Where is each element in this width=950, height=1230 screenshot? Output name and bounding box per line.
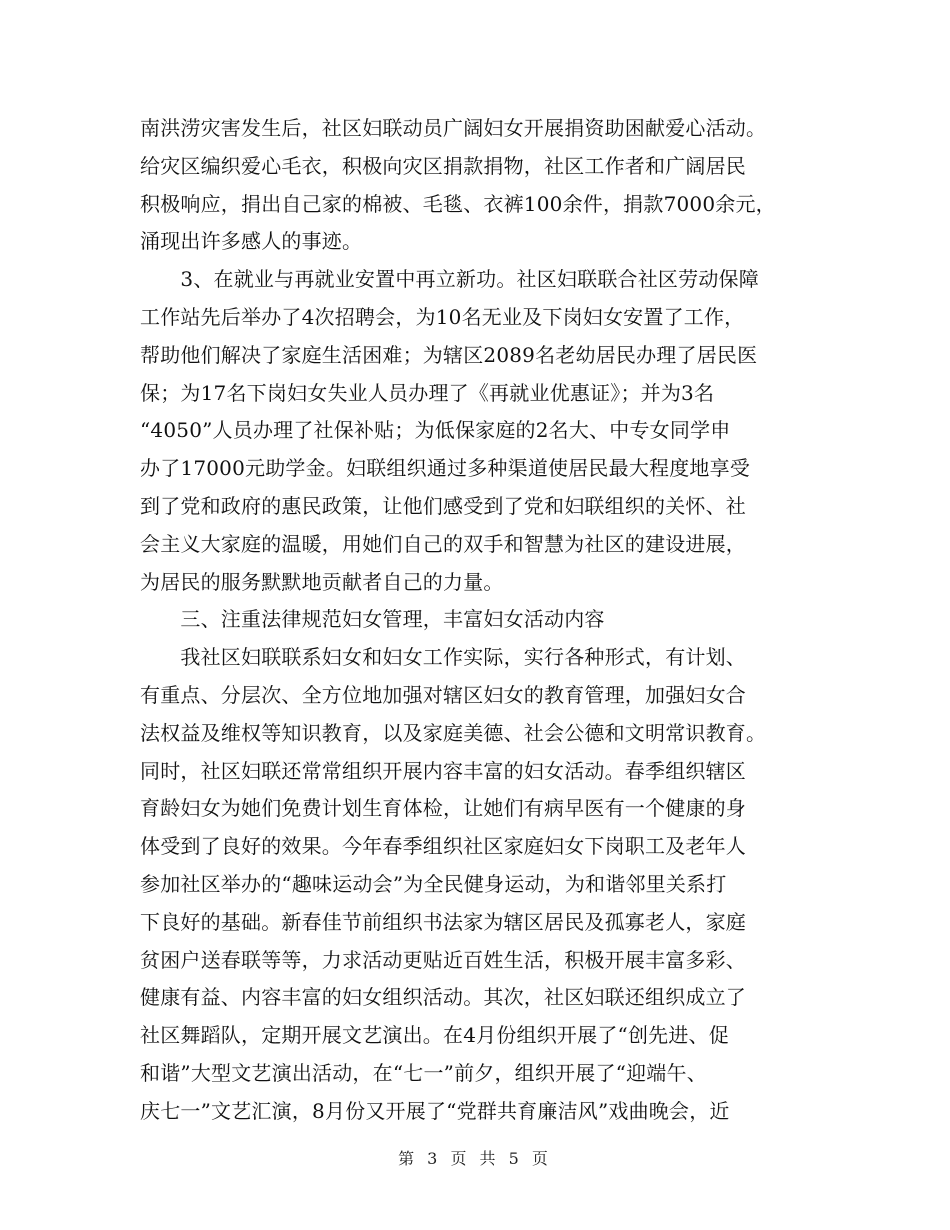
text-line: 庆七一”文艺汇演，8月份又开展了“党群共育廉洁风”戏曲晚会，近 xyxy=(140,1098,730,1123)
body-text xyxy=(140,110,810,1131)
text-line: 同时，社区妇联还常常组织开展内容丰富的妇女活动。春季组织辖区 xyxy=(140,758,746,783)
text-line: 会主义大家庭的温暖，用她们自己的双手和智慧为社区的建设进展， xyxy=(140,531,746,556)
text-line: 保；为17名下岗妇女失业人员办理了《再就业优惠证》；并为3名 xyxy=(140,380,715,405)
text-line: 3、在就业与再就业安置中再立新功。社区妇联联合社区劳动保障 xyxy=(140,267,759,292)
text-line: 贫困户送春联等等，力求活动更贴近百姓生活，积极开展丰富多彩、 xyxy=(140,947,746,972)
text-line: 积极响应，捐出自己家的棉被、毛毯、衣裤100余件，捐款7000余元， xyxy=(140,191,776,216)
page-number-footer: 第 3 页 共 5 页 xyxy=(398,1149,552,1168)
text-line: “4050”人员办理了社保补贴；为低保家庭的2名大、中专女同学申 xyxy=(140,418,731,443)
text-line: 我社区妇联联系妇女和妇女工作实际，实行各种形式，有计划、 xyxy=(140,645,746,670)
text-line: 办了17000元助学金。妇联组织通过多种渠道使居民最大程度地享受 xyxy=(140,456,751,481)
text-line: 法权益及维权等知识教育，以及家庭美德、社会公德和文明常识教育。 xyxy=(140,720,767,745)
text-line: 育龄妇女为她们免费计划生育体检，让她们有病早医有一个健康的身 xyxy=(140,796,746,821)
text-line: 社区舞蹈队，定期开展文艺演出。在4月份组织开展了“创先进、促 xyxy=(140,1023,729,1048)
text-line: 南洪涝灾害发生后，社区妇联动员广阔妇女开展捐资助困献爱心活动。 xyxy=(140,116,767,140)
text-line: 和谐”大型文艺演出活动，在“七一”前夕，组织开展了“迎端午、 xyxy=(140,1060,707,1085)
text-line: 给灾区编织爱心毛衣，积极向灾区捐款捐物，社区工作者和广阔居民 xyxy=(140,153,746,178)
text-line: 涌现出许多感人的事迹。 xyxy=(140,229,363,254)
text-line: 为居民的服务默默地贡献者自己的力量。 xyxy=(140,569,504,594)
text-line: 有重点、分层次、全方位地加强对辖区妇女的教育管理，加强妇女合 xyxy=(140,682,746,707)
text-line: 健康有益、内容丰富的妇女组织活动。其次，社区妇联还组织成立了 xyxy=(140,985,746,1010)
text-line: 体受到了良好的效果。今年春季组织社区家庭妇女下岗职工及老年人 xyxy=(140,834,746,859)
text-line: 参加社区举办的“趣味运动会”为全民健身运动，为和谐邻里关系打 xyxy=(140,871,727,896)
text-line: 帮助他们解决了家庭生活困难；为辖区2089名老幼居民办理了居民医 xyxy=(140,342,758,367)
text-line: 下良好的基础。新春佳节前组织书法家为辖区居民及孤寡老人，家庭 xyxy=(140,909,746,934)
text-line: 到了党和政府的惠民政策，让他们感受到了党和妇联组织的关怀、社 xyxy=(140,493,746,518)
section-heading: 三、注重法律规范妇女管理，丰富妇女活动内容 xyxy=(140,607,605,632)
text-line: 工作站先后举办了4次招聘会，为10名无业及下岗妇女安置了工作， xyxy=(140,304,745,329)
